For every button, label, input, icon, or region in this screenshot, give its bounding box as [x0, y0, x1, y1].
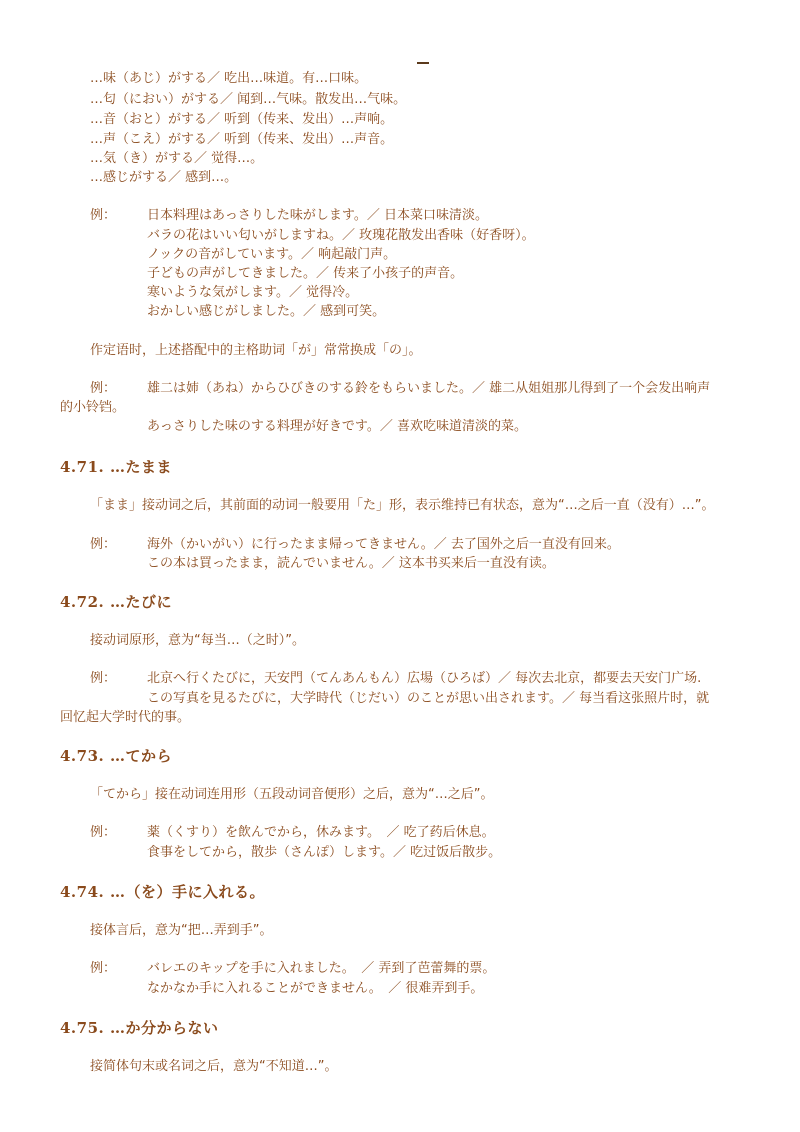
example-sentence: なかなか手に入れることができません。 ／ 很难弄到手。 — [147, 981, 484, 996]
example-sentence: 北京へ行くたびに，天安門（てんあんもん）広場（ひろば）／ 每次去北京，都要去天安门广场. — [147, 671, 702, 686]
section-description: 接简体句末或名词之后，意为“不知道…”。 — [90, 1059, 338, 1074]
page-mark — [417, 62, 429, 64]
grammar-note: 作定语时，上述搭配中的主格助词「が」常常换成「の」。 — [90, 343, 422, 358]
section-heading: 4.75. …か分からない — [60, 1019, 219, 1037]
section-heading: 4.73. …てから — [60, 747, 172, 765]
section-heading: 4.71. …たまま — [60, 458, 172, 476]
example-continuation: 的小铃铛。 — [60, 400, 126, 415]
example-sentence: この本は買ったまま，読んでいません。／ 这本书买来后一直没有读。 — [147, 556, 555, 571]
section-heading: 4.72. …たびに — [60, 593, 172, 611]
phrase-line: …匂（におい）がする／ 闻到…气味。散发出…气味。 — [90, 92, 407, 107]
example-sentence: 寒いような気がします。／ 觉得冷。 — [147, 285, 359, 300]
example-sentence: ノックの音がしています。／ 响起敲门声。 — [147, 247, 397, 262]
example-sentence: バレエのキップを手に入れました。 ／ 弄到了芭蕾舞的票。 — [147, 961, 496, 976]
example-sentence: おかしい感じがしました。／ 感到可笑。 — [147, 304, 386, 319]
example-label: 例： — [90, 208, 117, 223]
example-sentence: 子どもの声がしてきました。／ 传来了小孩子的声音。 — [147, 266, 464, 281]
example-label: 例： — [90, 961, 117, 976]
example-sentence: この写真を見るたびに，大学時代（じだい）のことが思い出されます。／ 每当看这张照片时，就 — [147, 691, 710, 706]
section-description: 「てから」接在动词连用形（五段动词音便形）之后，意为“…之后”。 — [90, 787, 494, 802]
example-label: 例： — [90, 671, 117, 686]
phrase-line: …声（こえ）がする／ 听到（传来、发出）…声音。 — [90, 132, 394, 147]
section-description: 「まま」接动词之后，其前面的动词一般要用「た」形，表示维持已有状态，意为“…之后一直（没有）…”。 — [90, 498, 715, 513]
example-label: 例： — [90, 537, 117, 552]
section-description: 接动词原形，意为“每当…（之时）”。 — [90, 633, 305, 648]
phrase-line: …味（あじ）がする／ 吃出…味道。有…口味。 — [90, 71, 368, 86]
phrase-line: …気（き）がする／ 觉得…。 — [90, 151, 264, 166]
example-sentence: あっさりした味のする料理が好きです。／ 喜欢吃味道清淡的菜。 — [147, 419, 527, 434]
section-description: 接体言后，意为“把…弄到手”。 — [90, 923, 273, 938]
example-sentence: 海外（かいがい）に行ったまま帰ってきません。／ 去了国外之后一直没有回来。 — [147, 537, 620, 552]
example-sentence: 食事をしてから，散歩（さんぽ）します。／ 吃过饭后散步。 — [147, 845, 502, 860]
example-continuation: 回忆起大学时代的事。 — [60, 710, 191, 725]
example-sentence: バラの花はいい匂いがしますね。／ 玫瑰花散发出香味（好香呀）。 — [147, 228, 535, 243]
section-heading: 4.74. …（を）手に入れる。 — [60, 883, 265, 901]
example-label: 例： — [90, 825, 117, 840]
phrase-line: …感じがする／ 感到…。 — [90, 170, 238, 185]
example-sentence: 日本料理はあっさりした味がします。／ 日本菜口味清淡。 — [147, 208, 488, 223]
example-label: 例： — [90, 381, 117, 396]
example-sentence: 薬（くすり）を飲んでから，休みます。 ／ 吃了药后休息。 — [147, 825, 495, 840]
phrase-line: …音（おと）がする／ 听到（传来、发出）…声响。 — [90, 112, 394, 127]
example-sentence: 雄二は姉（あね）からひびきのする鈴をもらいました。／ 雄二从姐姐那儿得到了一个会发出响声 — [147, 381, 711, 396]
